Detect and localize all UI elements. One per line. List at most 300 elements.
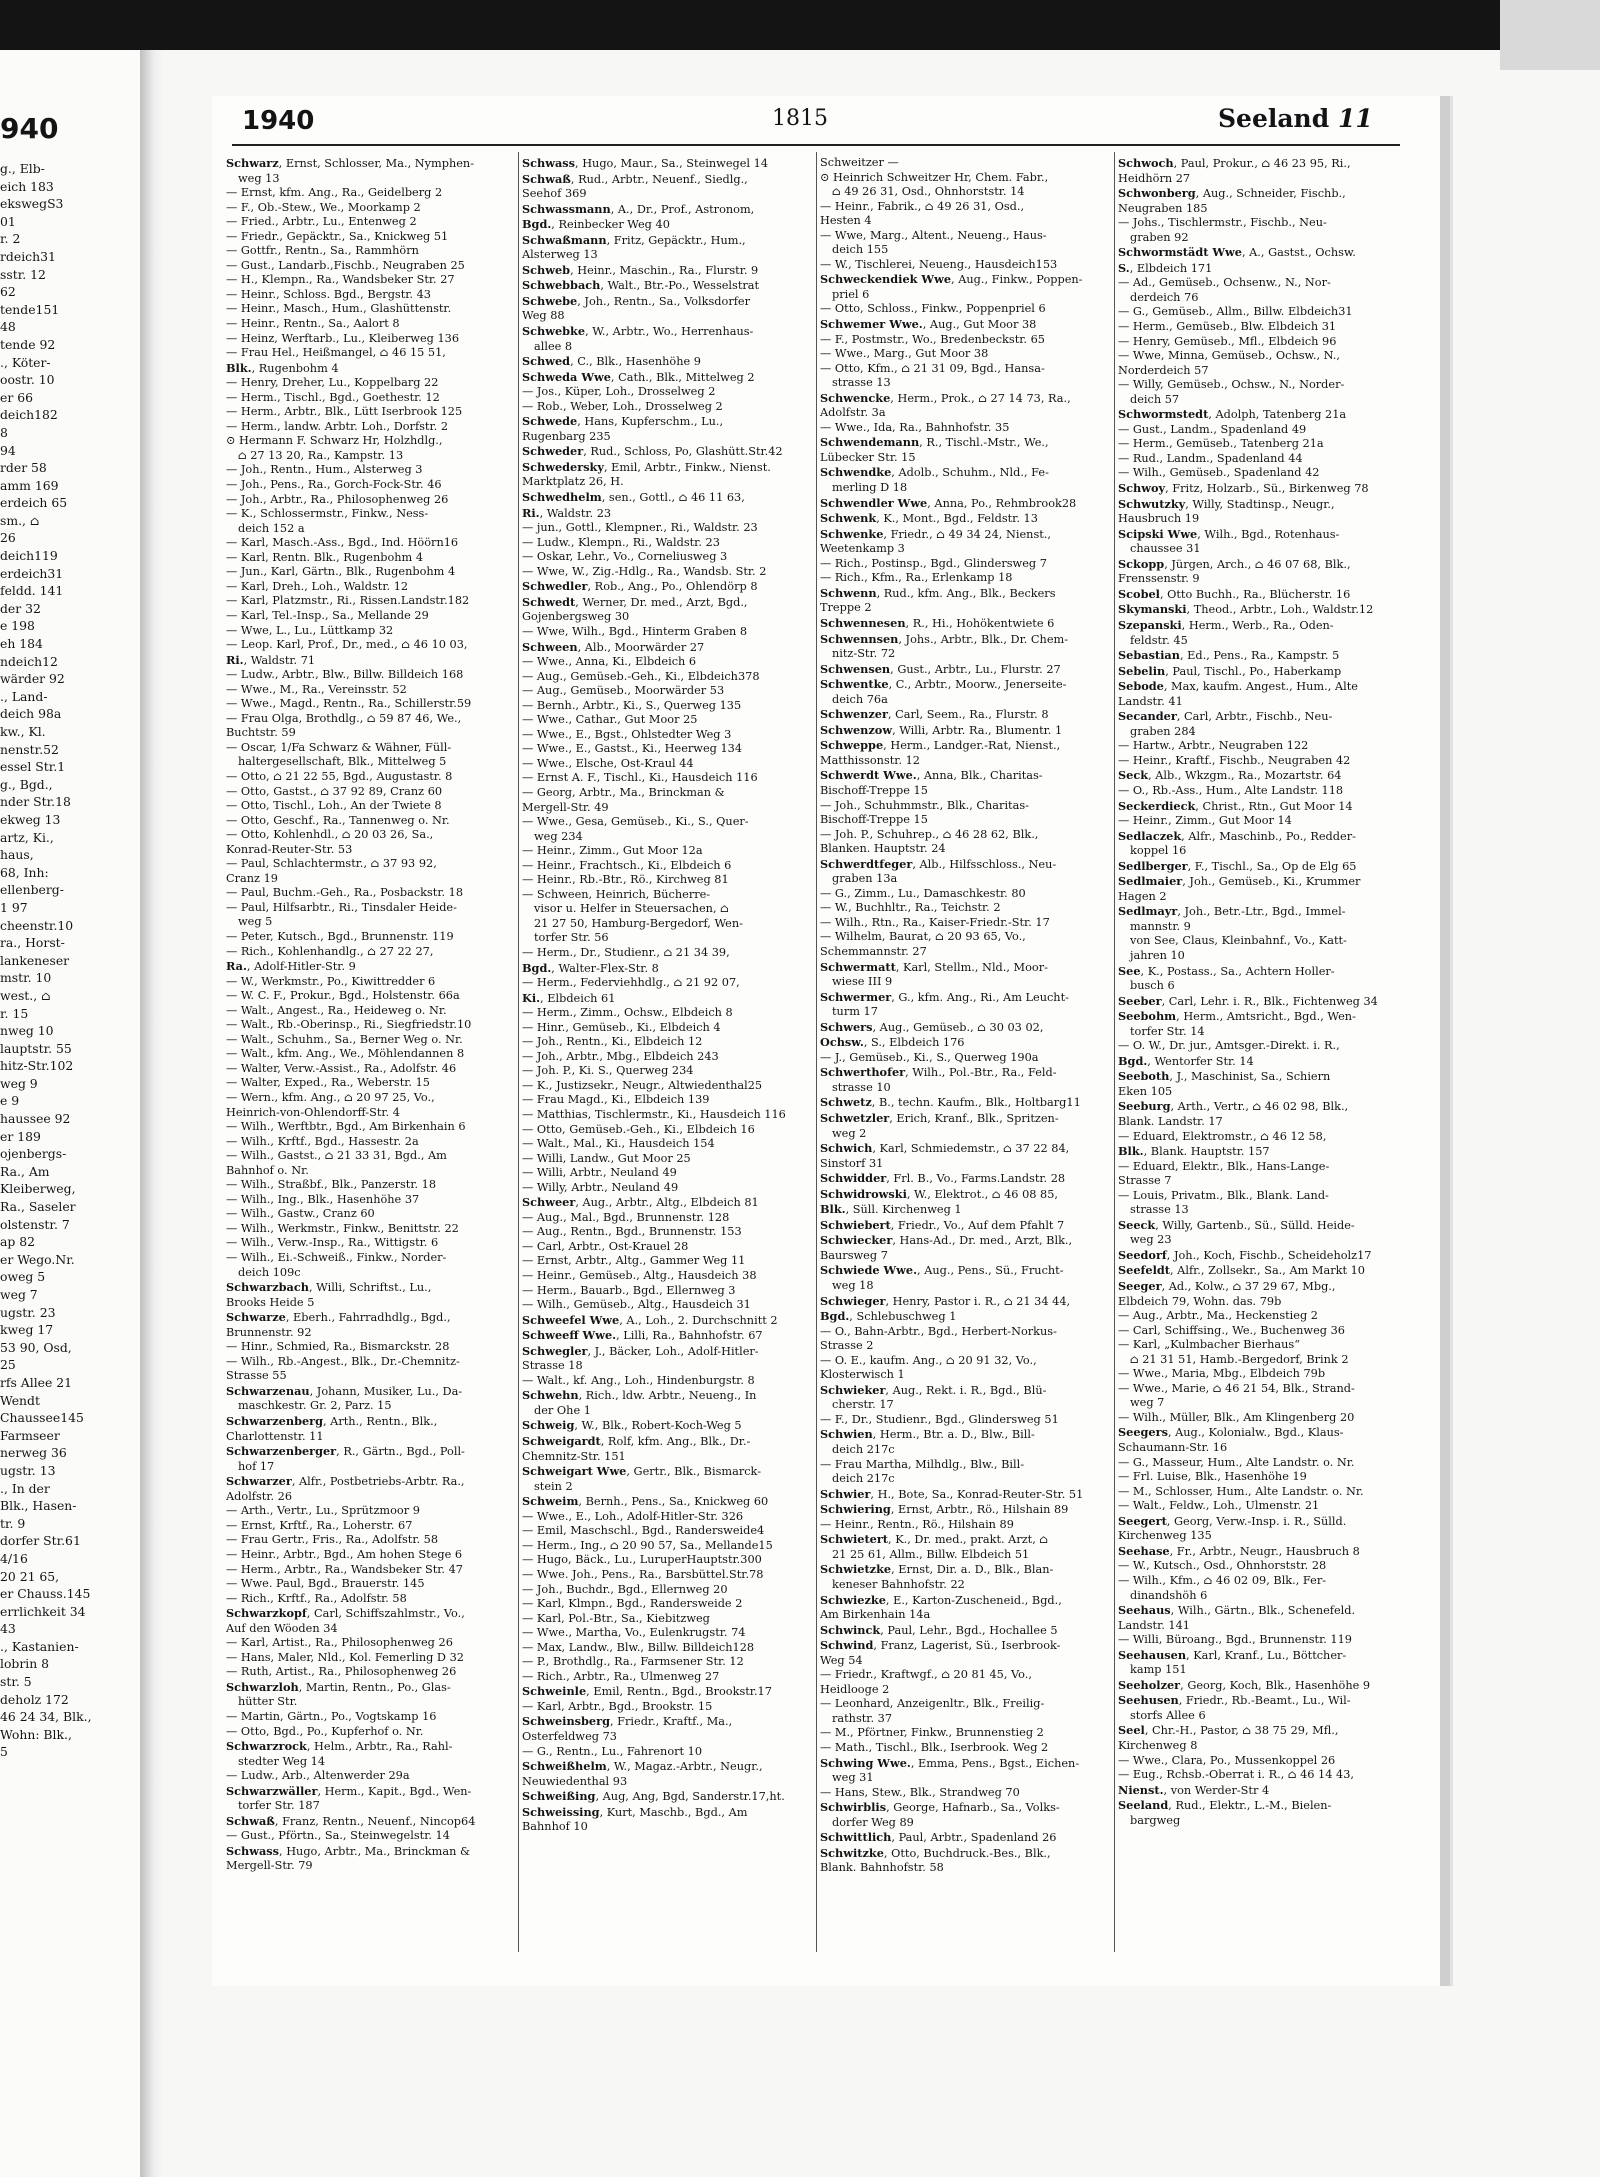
directory-entry-line: Hesten 4	[820, 214, 872, 228]
directory-entry-line: kamp 151	[1130, 1663, 1187, 1677]
directory-entry-line: Schweinsberg, Friedr., Kraftf., Ma.,	[522, 1714, 733, 1729]
directory-entry-line: — Wilh., Ing., Blk., Hasenhöhe 37	[226, 1192, 420, 1206]
directory-entry-line: Seel, Chr.-H., Pastor, ⌂ 38 75 29, Mfl.,	[1118, 1723, 1339, 1738]
directory-entry-line: — Herm., Tischl., Bgd., Goethestr. 12	[226, 390, 440, 404]
directory-entry-line: weg 18	[832, 1279, 874, 1293]
directory-entry-line: — Ruth, Artist., Ra., Philosophenweg 26	[226, 1665, 457, 1679]
directory-entry-line: — Aug., Mal., Bgd., Brunnenstr. 128	[522, 1210, 730, 1224]
directory-entry-line: — O., Rb.-Ass., Hum., Alte Landstr. 118	[1118, 783, 1344, 797]
directory-entry-line: Schwarzenau, Johann, Musiker, Lu., Da-	[226, 1383, 463, 1398]
previous-page-line: oweg 5	[0, 1269, 46, 1285]
directory-entry-line: Schwebe, Joh., Rentn., Sa., Volksdorfer	[522, 293, 750, 308]
directory-entry-line: wiese III 9	[832, 975, 893, 989]
directory-entry-line: — Wilh., Werftbtr., Bgd., Am Birkenhain 6	[226, 1120, 466, 1134]
directory-entry-line: — Friedr., Kraftwgf., ⌂ 20 81 45, Vo.,	[820, 1668, 1032, 1682]
directory-entry-line: weg 234	[534, 829, 583, 843]
directory-entry-line: — Henry, Gemüseb., Mfl., Elbdeich 96	[1118, 334, 1337, 348]
directory-entry-line: Schweigart Wwe, Gertr., Blk., Bismarck-	[522, 1464, 762, 1479]
previous-page-line: er 66	[0, 389, 33, 405]
previous-page-line: ., Kastanien-	[0, 1638, 79, 1654]
directory-entry-line: stedter Weg 14	[238, 1754, 326, 1768]
directory-entry-line: — Gottfr., Rentn., Sa., Rammhörn	[226, 244, 419, 258]
directory-entry-line: Sebelin, Paul, Tischl., Po., Haberkamp	[1118, 663, 1342, 678]
directory-entry-line: torfer Str. 187	[238, 1799, 320, 1813]
directory-entry-line: Schwietzke, Ernst, Dir. a. D., Blk., Blan-	[820, 1562, 1054, 1577]
directory-entry-line: — Friedr., Gepäcktr., Sa., Knickweg 51	[226, 229, 449, 243]
directory-entry-line: Schwegler, J., Bäcker, Loh., Adolf-Hitler-	[522, 1343, 759, 1358]
directory-entry-line: — Otto, Bgd., Po., Kupferhof o. Nr.	[226, 1724, 424, 1738]
directory-entry-line: Schwormstädt Wwe, A., Gastst., Ochsw.	[1118, 245, 1356, 260]
previous-page-line: ., Land-	[0, 688, 48, 704]
directory-entry-line: Sedlberger, F., Tischl., Sa., Op de Elg 65	[1118, 858, 1357, 873]
directory-entry-line: Bischoff-Treppe 15	[820, 783, 928, 797]
directory-entry-line: — Arth., Vertr., Lu., Sprützmoor 9	[226, 1504, 420, 1518]
directory-entry-line: Schwind, Franz, Lagerist, Sü., Iserbrook-	[820, 1638, 1061, 1653]
directory-entry-line: Schwarzwäller, Herm., Kapit., Bgd., Wen-	[226, 1783, 472, 1798]
directory-entry-line: Chemnitz-Str. 151	[522, 1449, 626, 1463]
directory-entry-line: — Wwe., E., Loh., Adolf-Hitler-Str. 326	[522, 1509, 744, 1523]
directory-entry-line: — Henry, Dreher, Lu., Koppelbarg 22	[226, 376, 439, 390]
directory-entry-line: Konrad-Reuter-Str. 53	[226, 842, 353, 856]
header-section-number: 11	[1337, 104, 1373, 133]
directory-entry-line: Skymanski, Theod., Arbtr., Loh., Waldstr.12	[1118, 602, 1374, 617]
directory-entry-line: Schwaßmann, Fritz, Gepäcktr., Hum.,	[522, 232, 746, 247]
directory-entry-line: — Willi, Landw., Gut Moor 25	[522, 1151, 691, 1165]
directory-entry-line: — Wwe., Anna, Ki., Elbdeich 6	[522, 655, 697, 669]
directory-entry-line: Alsterweg 13	[522, 248, 598, 262]
directory-entry-line: Adolfstr. 3a	[820, 406, 886, 420]
directory-entry-line: 21 27 50, Hamburg-Bergedorf, Wen-	[534, 916, 743, 930]
directory-entry-line: strasse 10	[832, 1080, 891, 1094]
directory-entry-line: — Frau Olga, Brothdlg., ⌂ 59 87 46, We.,	[226, 711, 462, 725]
directory-entry-line: — Willi, Arbtr., Neuland 49	[522, 1166, 677, 1180]
directory-entry-line: — Heinr., Zimm., Gut Moor 12a	[522, 844, 703, 858]
directory-entry-line: Am Birkenhain 14a	[820, 1608, 931, 1622]
previous-page-line: ap 82	[0, 1234, 36, 1250]
directory-entry-line: Blank. Bahnhofstr. 58	[820, 1861, 944, 1875]
directory-entry-line: — Joh., Schuhmmstr., Blk., Charitas-	[820, 798, 1029, 812]
directory-entry-line: — Heinr., Rentn., Rö., Hilshain 89	[820, 1517, 1014, 1531]
directory-entry-line: — Karl, Dreh., Loh., Waldstr. 12	[226, 579, 409, 593]
directory-entry-line: — Hinr., Gemüseb., Ki., Elbdeich 4	[522, 1020, 721, 1034]
directory-entry-line: — Karl, Tel.-Insp., Sa., Mellande 29	[226, 608, 429, 622]
previous-page-line: 26	[0, 530, 16, 546]
directory-entry-line: deich 76a	[832, 692, 888, 706]
directory-entry-line: Matthissonstr. 12	[820, 753, 920, 767]
directory-entry-line: — Frau Gertr., Fris., Ra., Adolfstr. 58	[226, 1533, 439, 1547]
directory-entry-line: Ra., Adolf-Hitler-Str. 9	[226, 959, 356, 974]
directory-entry-line: — Paul, Hilfsarbtr., Ri., Tinsdaler Heide-	[226, 900, 457, 914]
previous-page-strip	[0, 50, 140, 2177]
previous-page-line: er 189	[0, 1128, 41, 1144]
directory-entry-line: Schwormstedt, Adolph, Tatenberg 21a	[1118, 407, 1347, 422]
directory-entry-line: chaussee 31	[1130, 542, 1201, 556]
directory-entry-line: Blk., Süll. Kirchenweg 1	[820, 1202, 962, 1217]
directory-entry-line: — Eug., Rchsb.-Oberrat i. R., ⌂ 46 14 43,	[1118, 1768, 1354, 1782]
directory-entry-line: — Wwe. Paul, Bgd., Brauerstr. 145	[226, 1577, 425, 1591]
directory-entry-line: jahren 10	[1130, 948, 1185, 962]
directory-entry-line: Seedorf, Joh., Koch, Fischb., Scheideholz17	[1118, 1247, 1372, 1262]
directory-entry-line: Schweißhelm, W., Magaz.-Arbtr., Neugr.,	[522, 1759, 763, 1774]
directory-entry-line: S., Elbdeich 171	[1118, 260, 1213, 275]
directory-entry-line: Schwing Wwe., Emma, Pens., Bgst., Eichen-	[820, 1755, 1080, 1770]
directory-entry-line: — P., Brothdlg., Ra., Farmsener Str. 12	[522, 1655, 744, 1669]
previous-page-line: artz, Ki.,	[0, 829, 54, 845]
directory-entry-line: Hagen 2	[1118, 889, 1167, 903]
directory-entry-line: — Joh., Rentn., Hum., Alsterweg 3	[226, 463, 423, 477]
directory-entry-line: — Herm., Ing., ⌂ 20 90 57, Sa., Mellande15	[522, 1538, 773, 1552]
previous-page-line: str. 5	[0, 1674, 32, 1690]
directory-entry-line: — Walt., kf. Ang., Loh., Hindenburgstr. 8	[522, 1373, 755, 1387]
previous-page-lines	[0, 160, 138, 1761]
directory-entry-line: Heinrich-von-Ohlendorff-Str. 4	[226, 1105, 400, 1119]
header-section-name: Seeland	[1218, 104, 1330, 133]
previous-page-line: ugstr. 23	[0, 1304, 56, 1320]
directory-entry-line: merling D 18	[832, 481, 908, 495]
directory-entry-line: Szepanski, Herm., Werb., Ra., Oden-	[1118, 617, 1334, 632]
directory-entry-line: Schwed, C., Blk., Hasenhöhe 9	[522, 354, 701, 369]
directory-entry-line: Bgd., Schlebuschweg 1	[820, 1309, 957, 1324]
directory-entry-line: Schwetzler, Erich, Kranf., Blk., Spritzen-	[820, 1111, 1059, 1125]
directory-entry-line: nitz-Str. 72	[832, 647, 896, 661]
directory-entry-line: Schaumann-Str. 16	[1118, 1441, 1228, 1455]
directory-entry-line: Landstr. 41	[1118, 694, 1183, 708]
directory-entry-line: Strasse 18	[522, 1359, 583, 1373]
previous-page-line: g., Bgd.,	[0, 776, 53, 792]
column-2	[522, 156, 810, 1966]
directory-entry-line: — Wilh., Werkmstr., Finkw., Benittstr. 22	[226, 1221, 459, 1235]
header-page-number: 1815	[772, 106, 828, 131]
directory-entry-line: — Karl, Klmpn., Bgd., Randersweide 2	[522, 1597, 743, 1611]
directory-entry-line: — W., Werkmstr., Po., Kiwittredder 6	[226, 974, 436, 988]
previous-page-line: tende151	[0, 301, 60, 317]
directory-entry-line: Cranz 19	[226, 871, 278, 885]
directory-entry-line: — H., Klempn., Ra., Wandsbeker Str. 27	[226, 273, 455, 287]
directory-entry-line: — Jos., Küper, Loh., Drosselweg 2	[522, 385, 716, 399]
directory-entry-line: Seeger, Ad., Kolw., ⌂ 37 29 67, Mbg.,	[1118, 1279, 1336, 1294]
directory-entry-line: weg 23	[1130, 1233, 1172, 1247]
directory-entry-line: Bahnhof o. Nr.	[226, 1163, 309, 1177]
previous-page-line: nenstr.52	[0, 741, 59, 757]
directory-entry-line: Schwerdt Wwe., Anna, Blk., Charitas-	[820, 768, 1043, 783]
directory-entry-line: Schwiecker, Hans-Ad., Dr. med., Arzt, Blk.,	[820, 1233, 1073, 1248]
previous-page-line: cheenstr.10	[0, 917, 74, 933]
directory-entry-line: Schwarzrock, Helm., Arbtr., Ra., Rahl-	[226, 1739, 453, 1754]
directory-entry-line: Hausbruch 19	[1118, 512, 1200, 526]
directory-entry-line: — Aug., Arbtr., Ma., Heckenstieg 2	[1118, 1309, 1318, 1323]
previous-page-line: ekswegS3	[0, 196, 64, 212]
directory-entry-line: Schwieker, Aug., Rekt. i. R., Bgd., Blü-	[820, 1382, 1047, 1397]
directory-entry-line: Schwedt, Werner, Dr. med., Arzt, Bgd.,	[522, 594, 748, 609]
directory-entry-line: Schweppe, Herm., Landger.-Rat, Nienst.,	[820, 738, 1061, 753]
directory-entry-line: — W., Tischlerei, Neueng., Hausdeich153	[820, 257, 1058, 271]
directory-entry-line: Schwedler, Rob., Ang., Po., Ohlendörp 8	[522, 579, 758, 594]
directory-entry-line: Strasse 7	[1118, 1174, 1172, 1188]
previous-page-line: lankeneser	[0, 952, 70, 968]
directory-entry-line: Nienst., von Werder-Str 4	[1118, 1782, 1270, 1797]
previous-page-line: nerweg 36	[0, 1445, 67, 1461]
previous-page-line: ., In der	[0, 1480, 50, 1496]
previous-page-line: 62	[0, 284, 16, 300]
directory-entry-line: Baursweg 7	[820, 1248, 888, 1262]
directory-entry-line: Seehusen, Friedr., Rb.-Beamt., Lu., Wil-	[1118, 1693, 1351, 1708]
directory-entry-line: Lübecker Str. 15	[820, 450, 916, 464]
previous-page-line: e 9	[0, 1093, 20, 1109]
page-header	[212, 96, 1440, 142]
previous-page-line: eich 183	[0, 178, 54, 194]
directory-entry-line: Schwass, Hugo, Arbtr., Ma., Brinckman &	[226, 1843, 471, 1858]
directory-entry-line: Schweißing, Aug, Ang, Bgd, Sanderstr.17,ht.	[522, 1789, 785, 1804]
directory-entry-line: derdeich 76	[1130, 290, 1199, 304]
directory-entry-line: — Ludw., Klempn., Ri., Waldstr. 23	[522, 535, 720, 549]
directory-entry-line: Seehausen, Karl, Kranf., Lu., Böttcher-	[1118, 1647, 1347, 1662]
directory-entry-line: Schwedersky, Emil, Arbtr., Finkw., Nienst.	[522, 459, 771, 474]
previous-page-line: deholz 172	[0, 1691, 69, 1707]
directory-entry-line: Weetenkamp 3	[820, 542, 905, 556]
previous-page-line: Chaussee145	[0, 1410, 84, 1426]
directory-entry-line: — W. C. F., Prokur., Bgd., Holstenstr. 66a	[226, 989, 460, 1003]
directory-entry-line: 21 25 61, Allm., Billw. Elbdeich 51	[832, 1547, 1030, 1561]
directory-entry-line: — Heinr., Arbtr., Bgd., Am hohen Stege 6	[226, 1547, 463, 1561]
directory-entry-line: — Wilh., Gemüseb., Spadenland 42	[1118, 466, 1320, 480]
previous-page-line: 1 97	[0, 899, 28, 915]
directory-entry-line: Sebode, Max, kaufm. Angest., Hum., Alte	[1118, 679, 1358, 694]
previous-page-line: eh 184	[0, 636, 43, 652]
previous-page-line: tende 92	[0, 336, 56, 352]
directory-entry-line: Treppe 2	[820, 601, 872, 615]
directory-entry-line: Auf den Wöoden 34	[226, 1621, 338, 1635]
directory-entry-line: Schwieger, Henry, Pastor i. R., ⌂ 21 34 44,	[820, 1293, 1071, 1308]
directory-entry-line: — Otto, Gemüseb.-Geh., Ki., Elbdeich 16	[522, 1122, 755, 1136]
directory-entry-line: Mergell-Str. 49	[522, 800, 609, 814]
directory-entry-line: Secander, Carl, Arbtr., Fischb., Neu-	[1118, 709, 1333, 724]
directory-entry-line: — Gust., Landm., Spadenland 49	[1118, 422, 1307, 436]
directory-entry-line: weg 13	[238, 171, 280, 185]
directory-entry-line: — Wilh., Ei.-Schweiß., Finkw., Norder-	[226, 1251, 447, 1265]
directory-entry-line: Bgd., Walter-Flex-Str. 8	[522, 960, 659, 975]
directory-entry-line: — Eduard, Elektr., Blk., Hans-Lange-	[1118, 1159, 1330, 1173]
directory-entry-line: Schwarzloh, Martin, Rentn., Po., Glas-	[226, 1679, 451, 1694]
directory-entry-line: — Wilh., Rtn., Ra., Kaiser-Friedr.-Str. 17	[820, 915, 1050, 929]
directory-entry-line: Schwenke, Friedr., ⌂ 49 34 24, Nienst.,	[820, 526, 1051, 541]
directory-entry-line: Seebohm, Herm., Amtsricht., Bgd., Wen-	[1118, 1009, 1356, 1024]
directory-entry-line: — Wilh., Gastw., Cranz 60	[226, 1207, 375, 1221]
directory-entry-line: — Ludw., Arbtr., Blw., Billw. Billdeich 168	[226, 668, 464, 682]
directory-entry-line: — O. W., Dr. jur., Amtsger.-Direkt. i. R.,	[1118, 1039, 1340, 1053]
directory-entry-line: Elbdeich 79, Wohn. das. 79b	[1118, 1294, 1282, 1308]
directory-entry-line: Seeboth, J., Maschinist, Sa., Schiern	[1118, 1069, 1331, 1084]
directory-entry-line: — F., Ob.-Stew., We., Moorkamp 2	[226, 200, 421, 214]
directory-entry-line: Schwarzer, Alfr., Postbetriebs-Arbtr. Ra.,	[226, 1474, 465, 1489]
directory-entry-line: — Heinz, Werftarb., Lu., Kleiberweg 136	[226, 331, 460, 345]
directory-entry-line: Seeholzer, Georg, Koch, Blk., Hasenhöhe 9	[1118, 1677, 1371, 1692]
directory-entry-line: — Wilh., Gemüseb., Altg., Hausdeich 31	[522, 1298, 751, 1312]
previous-page-line: er Wego.Nr.	[0, 1251, 75, 1267]
directory-entry-line: Kirchenweg 135	[1118, 1529, 1212, 1543]
directory-entry-line: Schwidrowski, W., Elektrot., ⌂ 46 08 85,	[820, 1186, 1059, 1201]
previous-page-line: Wohn: Blk.,	[0, 1726, 72, 1742]
directory-entry-line: — Peter, Kutsch., Bgd., Brunnenstr. 119	[226, 929, 454, 943]
directory-entry-line: — Hans, Maler, Nld., Kol. Femerling D 32	[226, 1650, 464, 1664]
directory-entry-line: — G., Gemüseb., Allm., Billw. Elbdeich31	[1118, 305, 1353, 319]
directory-entry-line: — Wilh., Rb.-Angest., Blk., Dr.-Chemnitz-	[226, 1354, 460, 1368]
previous-page-line: weg 9	[0, 1075, 38, 1091]
directory-entry-line: Schwass, Hugo, Maur., Sa., Steinwegel 14	[522, 156, 769, 170]
directory-entry-line: stein 2	[534, 1479, 573, 1493]
directory-entry-line: — Joh., Pens., Ra., Gorch-Fock-Str. 46	[226, 478, 442, 492]
previous-page-line: amm 169	[0, 477, 59, 493]
directory-entry-line: — Heinr., Rentn., Sa., Aalort 8	[226, 317, 400, 331]
previous-page-line: oostr. 10	[0, 372, 55, 388]
directory-entry-line: turm 17	[832, 1005, 878, 1019]
directory-entry-line: Heidhörn 27	[1118, 171, 1191, 185]
directory-entry-line: — Karl, Pol.-Btr., Sa., Kiebitzweg	[522, 1611, 710, 1625]
previous-page-line: erdeich 65	[0, 495, 68, 511]
directory-entry-line: Eken 105	[1118, 1084, 1173, 1098]
directory-entry-line: Ri., Waldstr. 71	[226, 652, 316, 667]
column-4	[1118, 156, 1406, 1966]
previous-page-line: essel Str.1	[0, 759, 66, 775]
directory-entry-line: — Willy, Arbtr., Neuland 49	[522, 1180, 679, 1194]
directory-entry-line: — Aug., Rentn., Bgd., Brunnenstr. 153	[522, 1225, 742, 1239]
directory-entry-line: — Wwe., M., Ra., Vereinsstr. 52	[226, 682, 407, 696]
header-section	[1218, 104, 1373, 133]
directory-entry-line: hof 17	[238, 1459, 275, 1473]
directory-entry-line: weg 7	[1130, 1396, 1165, 1410]
previous-page-line: nder Str.18	[0, 794, 71, 810]
directory-entry-line: graben 284	[1130, 724, 1196, 738]
directory-entry-line: Strasse 2	[820, 1339, 874, 1353]
previous-page-line: sstr. 12	[0, 266, 46, 282]
previous-page-line: ra., Horst-	[0, 935, 65, 951]
directory-entry-line: Schwennsen, Johs., Arbtr., Blk., Dr. Chem-	[820, 631, 1069, 646]
directory-entry-line: der Ohe 1	[534, 1403, 591, 1417]
directory-entry-line: Schwemer Wwe., Aug., Gut Moor 38	[820, 317, 1037, 332]
previous-page-line: 01	[0, 213, 16, 229]
directory-entry-line: — Paul, Buchm.-Geh., Ra., Posbackstr. 18	[226, 886, 464, 900]
directory-entry-line: ⊙ Heinrich Schweitzer Hr, Chem. Fabr.,	[820, 170, 1049, 184]
directory-entry-line: — Joh., Buchdr., Bgd., Ellernweg 20	[522, 1582, 728, 1596]
directory-entry-line: — W., Kutsch., Osd., Ohnhorststr. 28	[1118, 1559, 1327, 1573]
directory-entry-line: — Otto, Tischl., Loh., An der Twiete 8	[226, 799, 442, 813]
directory-entry-line: — Walter, Exped., Ra., Weberstr. 15	[226, 1076, 430, 1090]
directory-entry-line: — Walt., kfm. Ang., We., Möhlendannen 8	[226, 1047, 465, 1061]
directory-entry-line: ⌂ 49 26 31, Osd., Ohnhorststr. 14	[832, 185, 1025, 199]
directory-entry-line: — Rich., Kohlenhandlg., ⌂ 27 22 27,	[226, 944, 434, 958]
directory-entry-line: Ki., Elbdeich 61	[522, 990, 616, 1005]
directory-entry-line: — K., Schlossermstr., Finkw., Ness-	[226, 507, 429, 521]
directory-entry-line: Schwebbach, Walt., Btr.-Po., Wesselstrat	[522, 278, 760, 293]
directory-entry-line: Buchtstr. 59	[226, 726, 296, 740]
directory-entry-line: — Rich., Kfm., Ra., Erlenkamp 18	[820, 571, 1013, 585]
directory-entry-line: Schweer, Aug., Arbtr., Altg., Elbdeich 81	[522, 1195, 759, 1210]
directory-entry-line: keneser Bahnhofstr. 22	[832, 1577, 965, 1591]
directory-entry-line: Seefeldt, Alfr., Zollsekr., Sa., Am Markt 10	[1118, 1263, 1365, 1278]
directory-entry-line: — Ernst, Arbtr., Altg., Gammer Weg 11	[522, 1254, 746, 1268]
previous-page-line: lobrin 8	[0, 1656, 50, 1672]
directory-entry-line: — Wern., kfm. Ang., ⌂ 20 97 25, Vo.,	[226, 1091, 435, 1104]
directory-entry-line: — Heinr., Masch., Hum., Glashüttenstr.	[226, 302, 452, 316]
directory-entry-line: — Walt., Angest., Ra., Heideweg o. Nr.	[226, 1003, 447, 1017]
directory-entry-line: Osterfeldweg 73	[522, 1729, 617, 1743]
previous-page-line: hitz-Str.102	[0, 1058, 74, 1074]
directory-entry-line: — F., Postmstr., Wo., Bredenbeckstr. 65	[820, 332, 1045, 346]
directory-entry-line: Schwittlich, Paul, Arbtr., Spadenland 26	[820, 1830, 1057, 1845]
directory-entry-line: — Wwe., Magd., Rentn., Ra., Schillerstr.59	[226, 697, 472, 711]
directory-page	[212, 96, 1450, 1986]
directory-entry-line: — Walter, Verw.-Assist., Ra., Adolfstr. 46	[226, 1061, 457, 1075]
directory-entry-line: — Karl, Artist., Ra., Philosophenweg 26	[226, 1636, 453, 1650]
directory-entry-line: Blanken. Hauptstr. 24	[820, 842, 946, 856]
directory-entry-line: Sedlmayr, Joh., Betr.-Ltr., Bgd., Immel-	[1118, 904, 1346, 919]
previous-page-line: ., Köter-	[0, 354, 51, 370]
directory-entry-line: ⌂ 27 13 20, Ra., Kampstr. 13	[238, 448, 404, 462]
directory-entry-line: Schwassmann, A., Dr., Prof., Astronom,	[522, 201, 755, 216]
directory-entry-line: Schwerthofer, Wilh., Pol.-Btr., Ra., Feld-	[820, 1065, 1057, 1080]
directory-entry-line: Schwetz, B., techn. Kaufm., Blk., Holtbarg11	[820, 1095, 1081, 1110]
directory-entry-line: Schwendke, Adolb., Schuhm., Nld., Fe-	[820, 465, 1049, 480]
previous-page-line: Farmseer	[0, 1427, 60, 1443]
directory-entry-line: storfs Allee 6	[1130, 1708, 1206, 1722]
directory-entry-line: — Wwe., Ida, Ra., Bahnhofstr. 35	[820, 420, 1010, 434]
directory-entry-line: — Hugo, Bäck., Lu., LuruperHauptstr.300	[522, 1553, 762, 1567]
previous-page-line: ellenberg-	[0, 882, 64, 898]
directory-entry-line: torfer Str. 14	[1130, 1024, 1205, 1038]
directory-entry-line: — Aug., Gemüseb.-Geh., Ki., Elbdeich378	[522, 669, 760, 683]
directory-entry-line: Schwarzenberg, Arth., Rentn., Blk.,	[226, 1414, 438, 1429]
previous-page-line: weg 7	[0, 1287, 38, 1302]
directory-entry-line: — Wwe, Minna, Gemüseb., Ochsw., N.,	[1118, 349, 1340, 363]
previous-page-line: der 32	[0, 600, 41, 616]
directory-entry-line: deich 217c	[832, 1472, 895, 1486]
directory-entry-line: Schweb, Heinr., Maschin., Ra., Flurstr. 9	[522, 262, 759, 277]
directory-entry-line: — Fried., Arbtr., Lu., Entenweg 2	[226, 215, 417, 229]
directory-entry-line: — Karl, Masch.-Ass., Bgd., Ind. Höörn16	[226, 536, 459, 550]
directory-entry-line: Kirchenweg 8	[1118, 1738, 1198, 1752]
directory-entry-line: Sebastian, Ed., Pens., Ra., Kampstr. 5	[1118, 648, 1340, 663]
previous-page-line: 8	[0, 424, 8, 440]
directory-entry-line: — Heinr., Frachtsch., Ki., Elbdeich 6	[522, 858, 732, 872]
directory-entry-line: haltergesellschaft, Blk., Mittelweg 5	[238, 755, 447, 769]
directory-entry-line: Seehaus, Wilh., Gärtn., Blk., Schenefeld.	[1118, 1603, 1356, 1618]
directory-entry-line: Schwietert, K., Dr. med., prakt. Arzt, ⌂	[820, 1532, 1049, 1547]
directory-entry-line: maschkestr. Gr. 2, Parz. 15	[238, 1399, 392, 1413]
directory-entry-line: — Bernh., Arbtr., Ki., S., Querweg 135	[522, 698, 742, 712]
previous-page-line: tr. 9	[0, 1515, 26, 1531]
directory-entry-line: — Herm., Federviehhdlg., ⌂ 21 92 07,	[522, 976, 740, 990]
previous-page-line: Ra., Saseler	[0, 1199, 76, 1215]
directory-entry-line: deich 109c	[238, 1265, 301, 1279]
previous-page-line: mstr. 10	[0, 970, 52, 986]
directory-entry-line: Seegert, Georg, Verw.-Insp. i. R., Sülld.	[1118, 1513, 1347, 1528]
directory-entry-line: weg 2	[832, 1126, 867, 1140]
directory-entry-line: feldstr. 45	[1130, 633, 1188, 647]
directory-entry-line: Seehase, Fr., Arbtr., Neugr., Hausbruch 8	[1118, 1543, 1360, 1558]
directory-entry-line: Rugenbarg 235	[522, 429, 611, 443]
directory-entry-line: — Herm., Gemüseb., Tatenberg 21a	[1118, 437, 1324, 451]
directory-entry-line: — Wwe., Marg., Gut Moor 38	[820, 347, 989, 361]
scan-border-notch	[1500, 0, 1600, 70]
directory-entry-line: — Karl, „Kulmbacher Bierhaus“	[1118, 1338, 1301, 1352]
directory-entry-line: Weg 88	[522, 309, 565, 323]
directory-entry-line: Sckopp, Jürgen, Arch., ⌂ 46 07 68, Blk.,	[1118, 556, 1351, 571]
previous-page-line: e 198	[0, 618, 35, 634]
directory-entry-line: — Wwe., E., Bgst., Ohlstedter Weg 3	[522, 727, 732, 741]
directory-entry-line: Schwenn, Rud., kfm. Ang., Blk., Beckers	[820, 585, 1056, 600]
directory-entry-line: Bgd., Wentorfer Str. 14	[1118, 1053, 1254, 1068]
directory-entry-line: Schweder, Rud., Schloss, Po, Glashütt.Str.42	[522, 444, 783, 459]
previous-page-line: ojenbergs-	[0, 1146, 67, 1162]
